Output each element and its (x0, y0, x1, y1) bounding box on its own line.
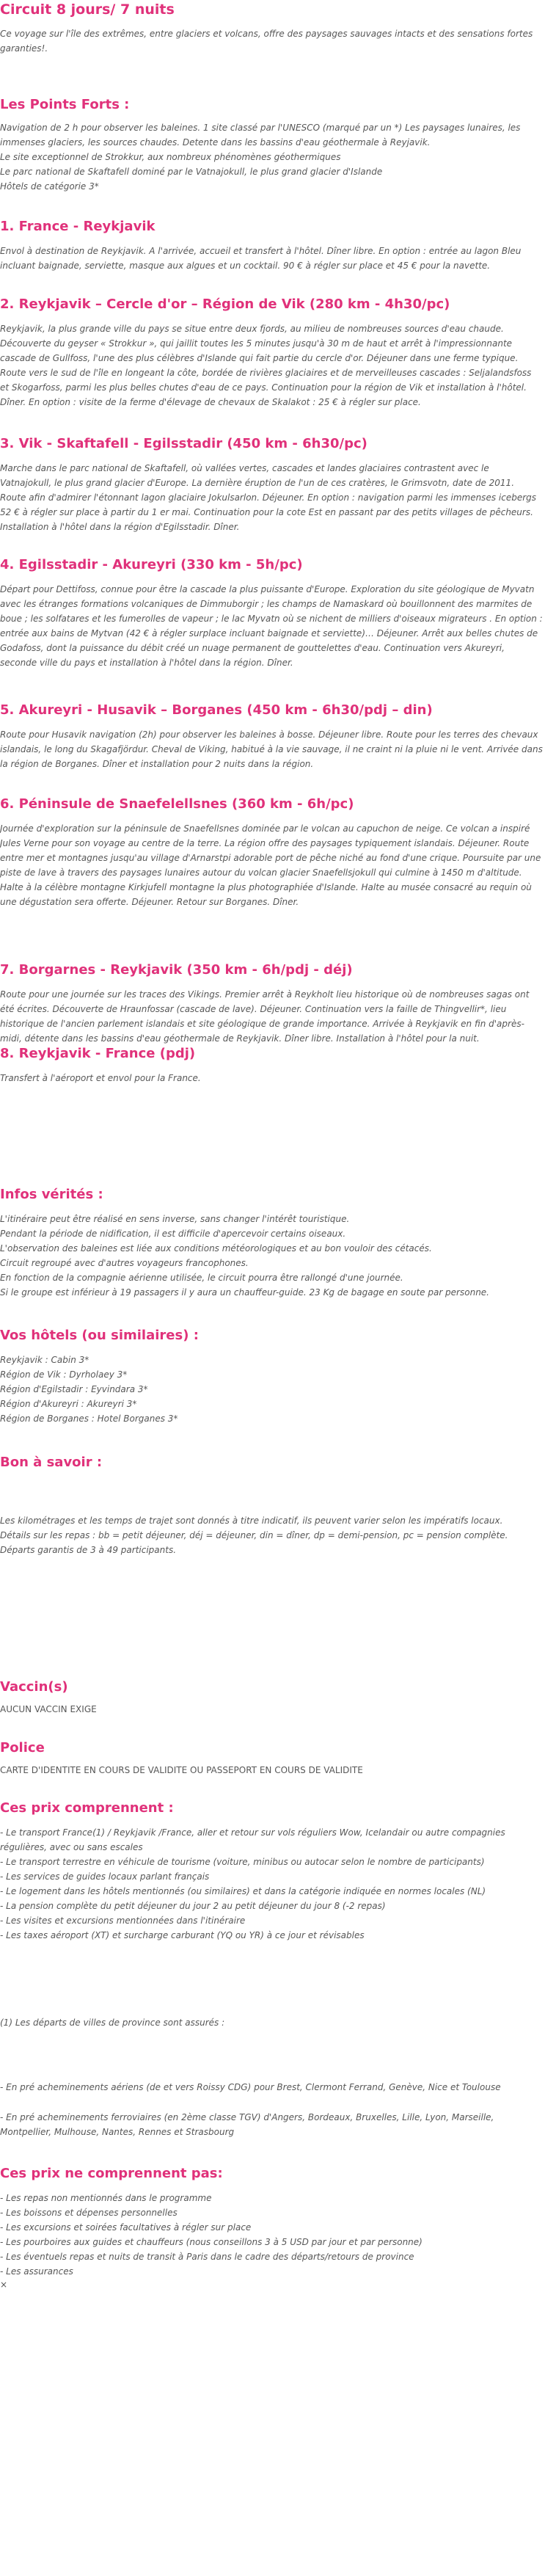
comprennent-line: - Le logement dans les hôtels mentionnés (ou similaires) et dans la catégorie indiquée en normes locales (NL) (0, 1886, 486, 1896)
bon-savoir-line: Les kilométrages et les temps de trajet sont donnés à titre indicatif, ils peuvent varier selon les impératifs locaux. (0, 1516, 503, 1526)
day-text: Marche dans le parc national de Skaftafell, où vallées vertes, cascades et landes glaciaires contrastent avec le Vatnajokull, le plus grand glacier d'Europe. La dernière éruption de l'un de ces cratères, le Grimsvotn, date de 2011. Route afin d'admirer l'étonnant lagon glaciaire Jokulsarlon. Déjeuner. En option : navigation parmi les immenses icebergs 52 € à régler sur place à partir du 1 er mai. Continuation pour la cote Est en passant par des petits villages de pêcheurs. Installation à l'hôtel dans la région d'Egilsstadir. Dîner. (0, 463, 537, 532)
comprennent-section (0, 1800, 543, 1943)
comprennent-heading: Ces prix comprennent : (0, 1800, 174, 1816)
day-text: Route pour Husavik navigation (2h) pour observer les baleines à bosse. Déjeuner libre. Route pour les terres des chevaux islandais, le long du Skagafjördur. Cheval de Viking, habitué à la vie sauvage, il ne craint ni la pluie ni le vent. Arrivée dans la région de Borganes. Dîner et installation pour 2 nuits dans la région. (0, 729, 543, 769)
police-heading: Police (0, 1740, 45, 1755)
bon-savoir-line: Départs garantis de 3 à 49 participants. (0, 1545, 177, 1555)
title-block (0, 0, 543, 19)
comprennent-line: - Le transport France(1) / Reykjavik /France, aller et retour sur vols réguliers Wow, Icelandair ou autre compagnies régulières, avec ou sans escales (0, 1827, 505, 1852)
day-8 (0, 1045, 543, 1085)
points-forts-line: Le site exceptionnel de Strokkur, aux nombreux phénomènes géothermiques (0, 152, 341, 162)
day-6 (0, 796, 543, 909)
departs-note-block (0, 2015, 543, 2030)
day-3 (0, 435, 543, 534)
day-text: Journée d'exploration sur la péninsule de Snaefellsnes dominée par le volcan au capuchon de neige. Ce volcan a inspiré Jules Verne pour son voyage au centre de la terre. La région offre des paysages typiquement islandais. Déjeuner. Route entre mer et montagnes jusqu'au village d'Arnarstpi adorable port de pêche niché au fond d'une crique. Poursuite par une piste de lave à travers des paysages lunaires autour du volcan glacier Snaefellsjokull qui culmine à 1450 m d'altitude. Halte à la célèbre montagne Kirkjufell montagne la plus photographiée d'Islande. Halte au musée consacré au requin où une dégustation sera offerte. Déjeuner. Retour sur Borganes. Dîner. (0, 823, 541, 907)
day-text: Reykjavik, la plus grande ville du pays se situe entre deux fjords, au milieu de nombreuses sources d'eau chaude. Découverte du geyser « Strokkur », qui jaillit toutes les 5 minutes jusqu'à 30 m de haut et arrêt à l'impressionnante cascade de Gullfoss, l'une des plus célèbres d'Islande qui fait partie du cercle d'or. Déjeuner dans une ferme typique. Route vers le sud de l'île en longeant la côte, bordée de rivières glaciaires et de merveilleuses cascades : Seljalandsfoss et Skogarfoss, parmi les plus belles chutes d'eau de ce pays. Continuation pour la région de Vik et installation à l'hôtel. Dîner. En option : visite de la ferme d'élevage de chevaux de Skalakot : 25 € à régler sur place. (0, 324, 532, 407)
points-forts-line: Hôtels de catégorie 3* (0, 181, 99, 192)
vaccin-section (0, 1678, 543, 1717)
infos-line: L'itinéraire peut être réalisé en sens inverse, sans changer l'intérêt touristique. (0, 1214, 350, 1224)
infos-line: Pendant la période de nidification, il est difficile d'apercevoir certains oiseaux. (0, 1229, 346, 1239)
comprennent-line: - La pension complète du petit déjeuner du jour 2 au petit déjeuner du jour 8 (-2 repas) (0, 1901, 386, 1911)
ne-comprennent-line: - Les excursions et soirées facultatives à régler sur place (0, 2222, 252, 2233)
points-forts-line: Le parc national de Skaftafell dominé par le Vatnajokull, le plus grand glacier d'Islande (0, 167, 383, 177)
vaccin-heading: Vaccin(s) (0, 1679, 68, 1695)
police-section (0, 1739, 543, 1778)
bon-savoir-heading: Bon à savoir : (0, 1455, 103, 1470)
page-title: Circuit 8 jours/ 7 nuits (0, 1, 175, 18)
departs-rail-block (0, 2110, 543, 2139)
departs-note: (1) Les départs de villes de province sont assurés : (0, 2017, 225, 2028)
day-text: Route pour une journée sur les traces des Vikings. Premier arrêt à Reykholt lieu historique où de nombreuses sagas ont été écrites. Découverte de Hraunfossar (cascade de lave). Déjeuner. Continuation vers la faille de Thingvellir*, lieu historique de l'ancien parlement islandais et site géologique de grande importance. Arrivée à Reykjavik en fin d'après-midi, détente dans les bassins d'eau géothermale de Reykjavik. Dîner libre. Installation à l'hôtel pour la nuit. (0, 989, 530, 1044)
day-text: Envol à destination de Reykjavik. A l'arrivée, accueil et transfert à l'hôtel. Dîner libre. En option : entrée au lagon Bleu incluant baignade, serviette, masque aux algues et un cocktail. 90 € à régler sur place et 45 € pour la navette. (0, 246, 522, 271)
ne-comprennent-line: - Les éventuels repas et nuits de transit à Paris dans le cadre des départs/retours de province (0, 2252, 414, 2262)
comprennent-line: - Le transport terrestre en véhicule de tourisme (voiture, minibus ou autocar selon le nombre de participants) (0, 1857, 485, 1867)
hotel-line: Région de Borganes : Hotel Borganes 3* (0, 1413, 178, 1424)
infos-line: Circuit regroupé avec d'autres voyageurs francophones. (0, 1258, 249, 1268)
comprennent-line: - Les taxes aéroport (XT) et surcharge carburant (YQ ou YR) à ce jour et révisables (0, 1930, 365, 1940)
ne-comprennent-line: - Les boissons et dépenses personnelles (0, 2208, 178, 2218)
infos-line: Si le groupe est inférieur à 19 passagers il y aura un chauffeur-guide. 23 Kg de bagage en soute par personne. (0, 1287, 489, 1298)
comprennent-line: - Les visites et excursions mentionnées dans l'itinéraire (0, 1915, 246, 1926)
infos-section (0, 1186, 543, 1300)
bon-savoir-list (0, 1513, 543, 1557)
hotel-line: Région d'Egilstadir : Eyvindara 3* (0, 1384, 148, 1394)
day-heading: 1. France - Reykjavik (0, 219, 156, 234)
day-5 (0, 702, 543, 771)
intro-text: Ce voyage sur l'île des extrêmes, entre glaciers et volcans, offre des paysages sauvages intacts et des sensations fortes garanties!. (0, 29, 533, 54)
hotel-line: Reykjavik : Cabin 3* (0, 1355, 89, 1365)
day-heading: 2. Reykjavik – Cercle d'or – Région de Vik (280 km - 4h30/pc) (0, 296, 450, 312)
hotel-line: Région de Vik : Dyrholaey 3* (0, 1369, 128, 1380)
ne-comprennent-line: - Les pourboires aux guides et chauffeurs (nous conseillons 3 à 5 USD par jour et par personne) (0, 2237, 423, 2247)
day-heading: 8. Reykjavik - France (pdj) (0, 1046, 196, 1061)
points-forts-line: Navigation de 2 h pour observer les baleines. 1 site classé par l'UNESCO (marqué par un *) Les paysages lunaires, les immenses glaciers, les sources chaudes. Detente dans les bassins d'eau géothermale à Reyjavik. (0, 123, 521, 148)
day-text: Départ pour Dettifoss, connue pour être la cascade la plus puissante d'Europe. Exploration du site géologique de Myvatn avec les étranges formations volcaniques de Dimmuborgir ; les champs de Namaskard où bouillonnent des marmites de boue ; les solfatares et les fumerolles de vapeur ; le lac Myvatn où se nichent de milliers d'oiseaux migrateurs . En option : entrée aux bains de Mytvan (42 € à régler surplace incluant baignade et serviette)… Déjeuner. Arrêt aux belles chutes de Godafoss, dont la puissance du débit créé un nuage permanent de gouttelettes d'eau. Continuation vers Akureyri, seconde ville du pays et installation à l'hôtel dans la région. Dîner. (0, 584, 543, 668)
hotel-line: Région d'Akureyri : Akureyri 3* (0, 1399, 137, 1409)
ne-comprennent-line: - Les repas non mentionnés dans le programme (0, 2193, 212, 2203)
points-forts-heading-block (0, 96, 543, 114)
bon-savoir-line: Détails sur les repas : bb = petit déjeuner, déj = déjeuner, din = dîner, dp = demi-pension, pc = pension complète. (0, 1530, 508, 1540)
day-4 (0, 556, 543, 670)
comprennent-line: - Les services de guides locaux parlant français (0, 1871, 210, 1882)
infos-heading: Infos vérités : (0, 1187, 103, 1202)
day-1 (0, 218, 543, 273)
departs-air-block (0, 2080, 543, 2095)
day-7 (0, 961, 543, 1046)
departs-air: - En pré acheminements aériens (de et vers Roissy CDG) pour Brest, Clermont Ferrand, Genève, Nice et Toulouse (0, 2082, 501, 2092)
ne-comprennent-section (0, 2165, 543, 2291)
hotels-heading: Vos hôtels (ou similaires) : (0, 1328, 199, 1343)
points-forts-heading: Les Points Forts : (0, 97, 130, 112)
ne-comprennent-heading: Ces prix ne comprennent pas: (0, 2166, 223, 2181)
day-heading: 4. Egilsstadir - Akureyri (330 km - 5h/pc) (0, 557, 303, 572)
points-forts-list (0, 120, 543, 194)
infos-line: En fonction de la compagnie aérienne utilisée, le circuit pourra être rallongé d'une journée. (0, 1273, 403, 1283)
bon-savoir-heading-block (0, 1454, 543, 1471)
trailing-mark: × (0, 2280, 8, 2290)
police-text: CARTE D'IDENTITE EN COURS DE VALIDITE OU PASSEPORT EN COURS DE VALIDITE (0, 1765, 363, 1775)
day-text: Transfert à l'aéroport et envol pour la France. (0, 1073, 201, 1083)
day-heading: 6. Péninsule de Snaefelellsnes (360 km - 6h/pc) (0, 796, 354, 812)
day-2 (0, 296, 543, 410)
vaccin-text: AUCUN VACCIN EXIGE (0, 1704, 97, 1714)
intro-block (0, 26, 543, 56)
infos-line: L'observation des baleines est liée aux conditions météorologiques et au bon vouloir des cétacés. (0, 1243, 432, 1254)
ne-comprennent-line: - Les assurances (0, 2266, 73, 2277)
day-heading: 7. Borgarnes - Reykjavik (350 km - 6h/pdj - déj) (0, 962, 353, 978)
day-heading: 5. Akureyri - Husavik – Borganes (450 km - 6h30/pdj – din) (0, 702, 433, 718)
day-heading: 3. Vik - Skaftafell - Egilsstadir (450 km - 6h30/pc) (0, 436, 367, 451)
departs-rail: - En pré acheminements ferroviaires (en 2ème classe TGV) d'Angers, Bordeaux, Bruxelles, Lille, Lyon, Marseille, Montpellier, Mulhouse, Nantes, Rennes et Strasbourg (0, 2112, 494, 2137)
hotels-section (0, 1327, 543, 1426)
